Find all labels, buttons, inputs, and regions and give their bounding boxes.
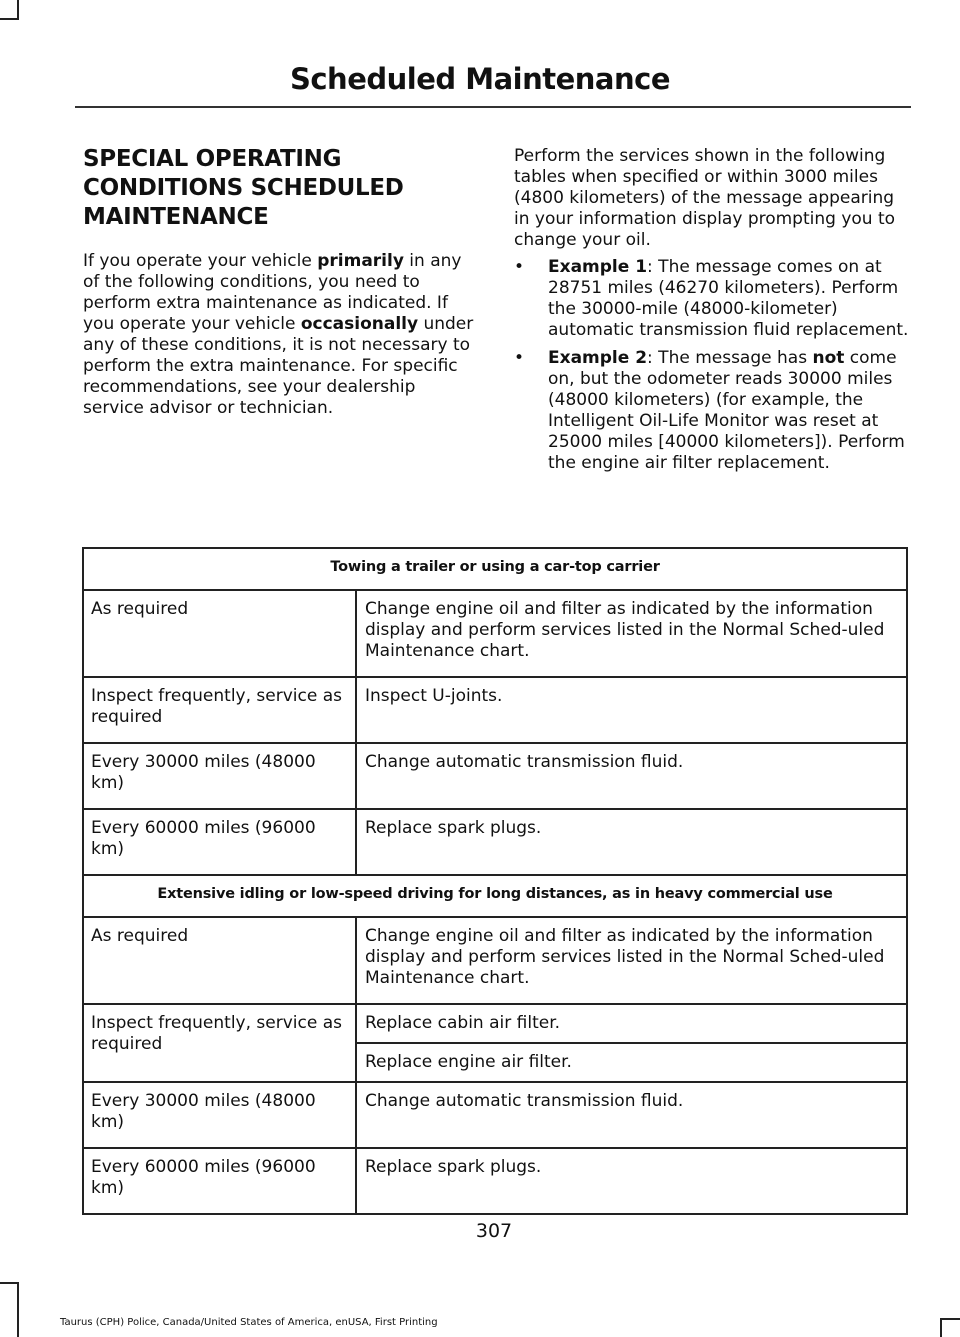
examples-list [514, 257, 909, 474]
table-row [83, 1148, 907, 1214]
table-row [83, 743, 907, 809]
service-cell: Replace engine air filter. [356, 1043, 907, 1082]
table-row [83, 590, 907, 677]
table-row [83, 1004, 907, 1043]
table-header-row [83, 548, 907, 590]
example-2-text-2: come on, but the odometer reads 30000 miles (48000 kilometers) (for example, the Intelligent Oil-Life Monitor was reset at 25000 miles [40000 kilometers]). Perform the engine air filter replacement. [548, 348, 905, 473]
service-cell: Replace spark plugs. [356, 809, 907, 875]
interval-cell: As required [83, 917, 356, 1004]
intro-text-1: If you operate your vehicle [83, 251, 318, 271]
interval-cell: Every 30000 miles (48000 km) [83, 1082, 356, 1148]
table-row [83, 917, 907, 1004]
interval-cell: Every 60000 miles (96000 km) [83, 1148, 356, 1214]
table-row [83, 809, 907, 875]
interval-cell: Every 60000 miles (96000 km) [83, 809, 356, 875]
footer-text: Taurus (CPH) Police, Canada/United States of America, enUSA, First Printing [60, 1317, 438, 1328]
crop-mark-bottom-left-horizontal [0, 1282, 19, 1284]
services-paragraph: Perform the services shown in the following tables when specified or within 3000 miles (4800 kilometers) of the message appearing in your information display prompting you to change your oil. [514, 146, 896, 250]
service-cell: Replace cabin air filter. [356, 1004, 907, 1043]
towing-table [82, 547, 908, 876]
page-number: 307 [475, 1220, 513, 1242]
interval-cell: As required [83, 590, 356, 677]
list-item-example-1 [514, 257, 909, 341]
left-column [83, 145, 478, 419]
idling-table [82, 874, 908, 1215]
crop-mark-bottom-right-vertical [940, 1318, 942, 1337]
example-2-text-1: : The message has [647, 348, 813, 368]
service-cell: Change automatic transmission fluid. [356, 1082, 907, 1148]
example-2-bold-not: not [812, 348, 845, 368]
crop-mark-bottom-right-horizontal [940, 1318, 960, 1320]
right-column [514, 146, 909, 481]
bullet-icon: • [514, 257, 525, 277]
interval-cell: Inspect frequently, service as required [83, 1004, 356, 1082]
intro-bold-occasionally: occasionally [300, 314, 419, 334]
bullet-icon: • [514, 348, 525, 368]
crop-mark-bottom-left-vertical [17, 1282, 19, 1337]
towing-table-title: Towing a trailer or using a car-top carrier [83, 548, 907, 590]
table-row [83, 677, 907, 743]
table-row [83, 1082, 907, 1148]
section-heading: SPECIAL OPERATING CONDITIONS SCHEDULED MAINTENANCE [83, 146, 404, 230]
service-cell: Change automatic transmission fluid. [356, 743, 907, 809]
service-cell: Change engine oil and filter as indicated by the information display and perform services listed in the Normal Sched-uled Maintenance chart. [356, 590, 907, 677]
interval-cell: Every 30000 miles (48000 km) [83, 743, 356, 809]
intro-text-2: in any of the following conditions, you need to perform extra maintenance as indicated. If you operate your vehicle [83, 251, 462, 334]
list-item-example-2 [514, 348, 909, 474]
crop-mark-top-left-horizontal [0, 18, 19, 20]
intro-bold-primarily: primarily [317, 251, 404, 271]
example-1-label: Example 1 [548, 257, 648, 277]
intro-paragraph [83, 251, 478, 419]
intro-text-3: under any of these conditions, it is not necessary to perform the extra maintenance. For specific recommendations, see your dealership service advisor or technician. [83, 314, 474, 418]
service-cell: Change engine oil and filter as indicated by the information display and perform services listed in the Normal Sched-uled Maintenance chart. [356, 917, 907, 1004]
crop-mark-top-left-vertical [17, 0, 19, 20]
service-cell: Replace spark plugs. [356, 1148, 907, 1214]
example-1-text: : The message comes on at 28751 miles (46270 kilometers). Perform the 30000-mile (48000-kilometer) automatic transmission fluid replacement. [548, 257, 909, 340]
example-2-label: Example 2 [548, 348, 648, 368]
table-header-row [83, 875, 907, 917]
service-cell: Inspect U-joints. [356, 677, 907, 743]
interval-cell: Inspect frequently, service as required [83, 677, 356, 743]
idling-table-title: Extensive idling or low-speed driving for long distances, as in heavy commercial use [83, 875, 907, 917]
header-rule [75, 106, 911, 108]
page-header-title: Scheduled Maintenance [289, 62, 671, 96]
